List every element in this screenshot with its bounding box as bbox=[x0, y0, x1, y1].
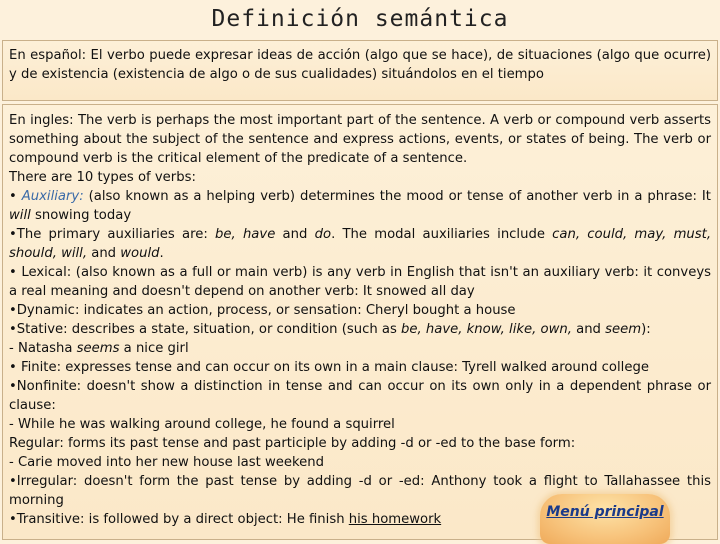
regular-item: Regular: forms its past tense and past participle by adding -d or -ed to the base form: bbox=[9, 436, 576, 451]
lexical-item: • Lexical: (also known as a full or main verb) is any verb in English that isn't an auxiliary verb: it conveys a real meaning and doesn't depend on another verb: It snowed all day bbox=[9, 265, 711, 299]
finite-item: • Finite: expresses tense and can occur on its own in a main clause: Tyrell walked around college bbox=[9, 360, 649, 375]
auxiliary-label: Auxiliary: bbox=[21, 189, 84, 204]
english-label: En ingles: bbox=[9, 113, 74, 128]
english-definition-box bbox=[2, 104, 718, 540]
page-title: Definición semántica bbox=[211, 6, 509, 32]
nonfinite-example: - While he was walking around college, he found a squirrel bbox=[9, 417, 395, 432]
transitive-item: •Transitive: is followed by a direct object: He finish his homework bbox=[9, 512, 442, 527]
stative-example: - Natasha seems a nice girl bbox=[9, 341, 189, 356]
primary-auxiliaries-item: •The primary auxiliaries are: be, have and do. The modal auxiliaries include can, could, may, must, should, will, and would. bbox=[9, 227, 712, 261]
spanish-definition bbox=[9, 46, 711, 84]
english-intro: En ingles: The verb is perhaps the most important part of the sentence. A verb or compound verb asserts something about the subject of the sentence and express actions, events, or states of being. The verb or compound verb is the critical element of the predicate of a sentence. bbox=[9, 113, 711, 166]
spanish-label: En español: bbox=[9, 48, 87, 63]
spanish-text: El verbo puede expresar ideas de acción (algo que se hace), de situaciones (algo que ocurre) y de existencia (existencia de algo o de sus cualidades) situándolos en el tiempo bbox=[9, 48, 711, 82]
auxiliary-item: • Auxiliary: (also known as a helping verb) determines the mood or tense of another verb in a phrase: It will snowing today bbox=[9, 189, 711, 223]
dynamic-item: •Dynamic: indicates an action, process, or sensation: Cheryl bought a house bbox=[9, 303, 516, 318]
nonfinite-item: •Nonfinite: doesn't show a distinction in tense and can occur on its own only in a dependent phrase or clause: bbox=[9, 379, 711, 413]
irregular-item: •Irregular: doesn't form the past tense by adding -d or -ed: Anthony took a flight to Tallahassee this morning bbox=[9, 474, 711, 508]
regular-example: - Carie moved into her new house last weekend bbox=[9, 455, 324, 470]
spanish-definition-box bbox=[2, 40, 718, 101]
main-menu-button[interactable] bbox=[540, 494, 670, 544]
verb-types-line: There are 10 types of verbs: bbox=[9, 170, 196, 185]
main-menu-label[interactable]: Menú principal bbox=[546, 504, 664, 520]
stative-item: •Stative: describes a state, situation, or condition (such as be, have, know, like, own, and seem): bbox=[9, 322, 651, 337]
